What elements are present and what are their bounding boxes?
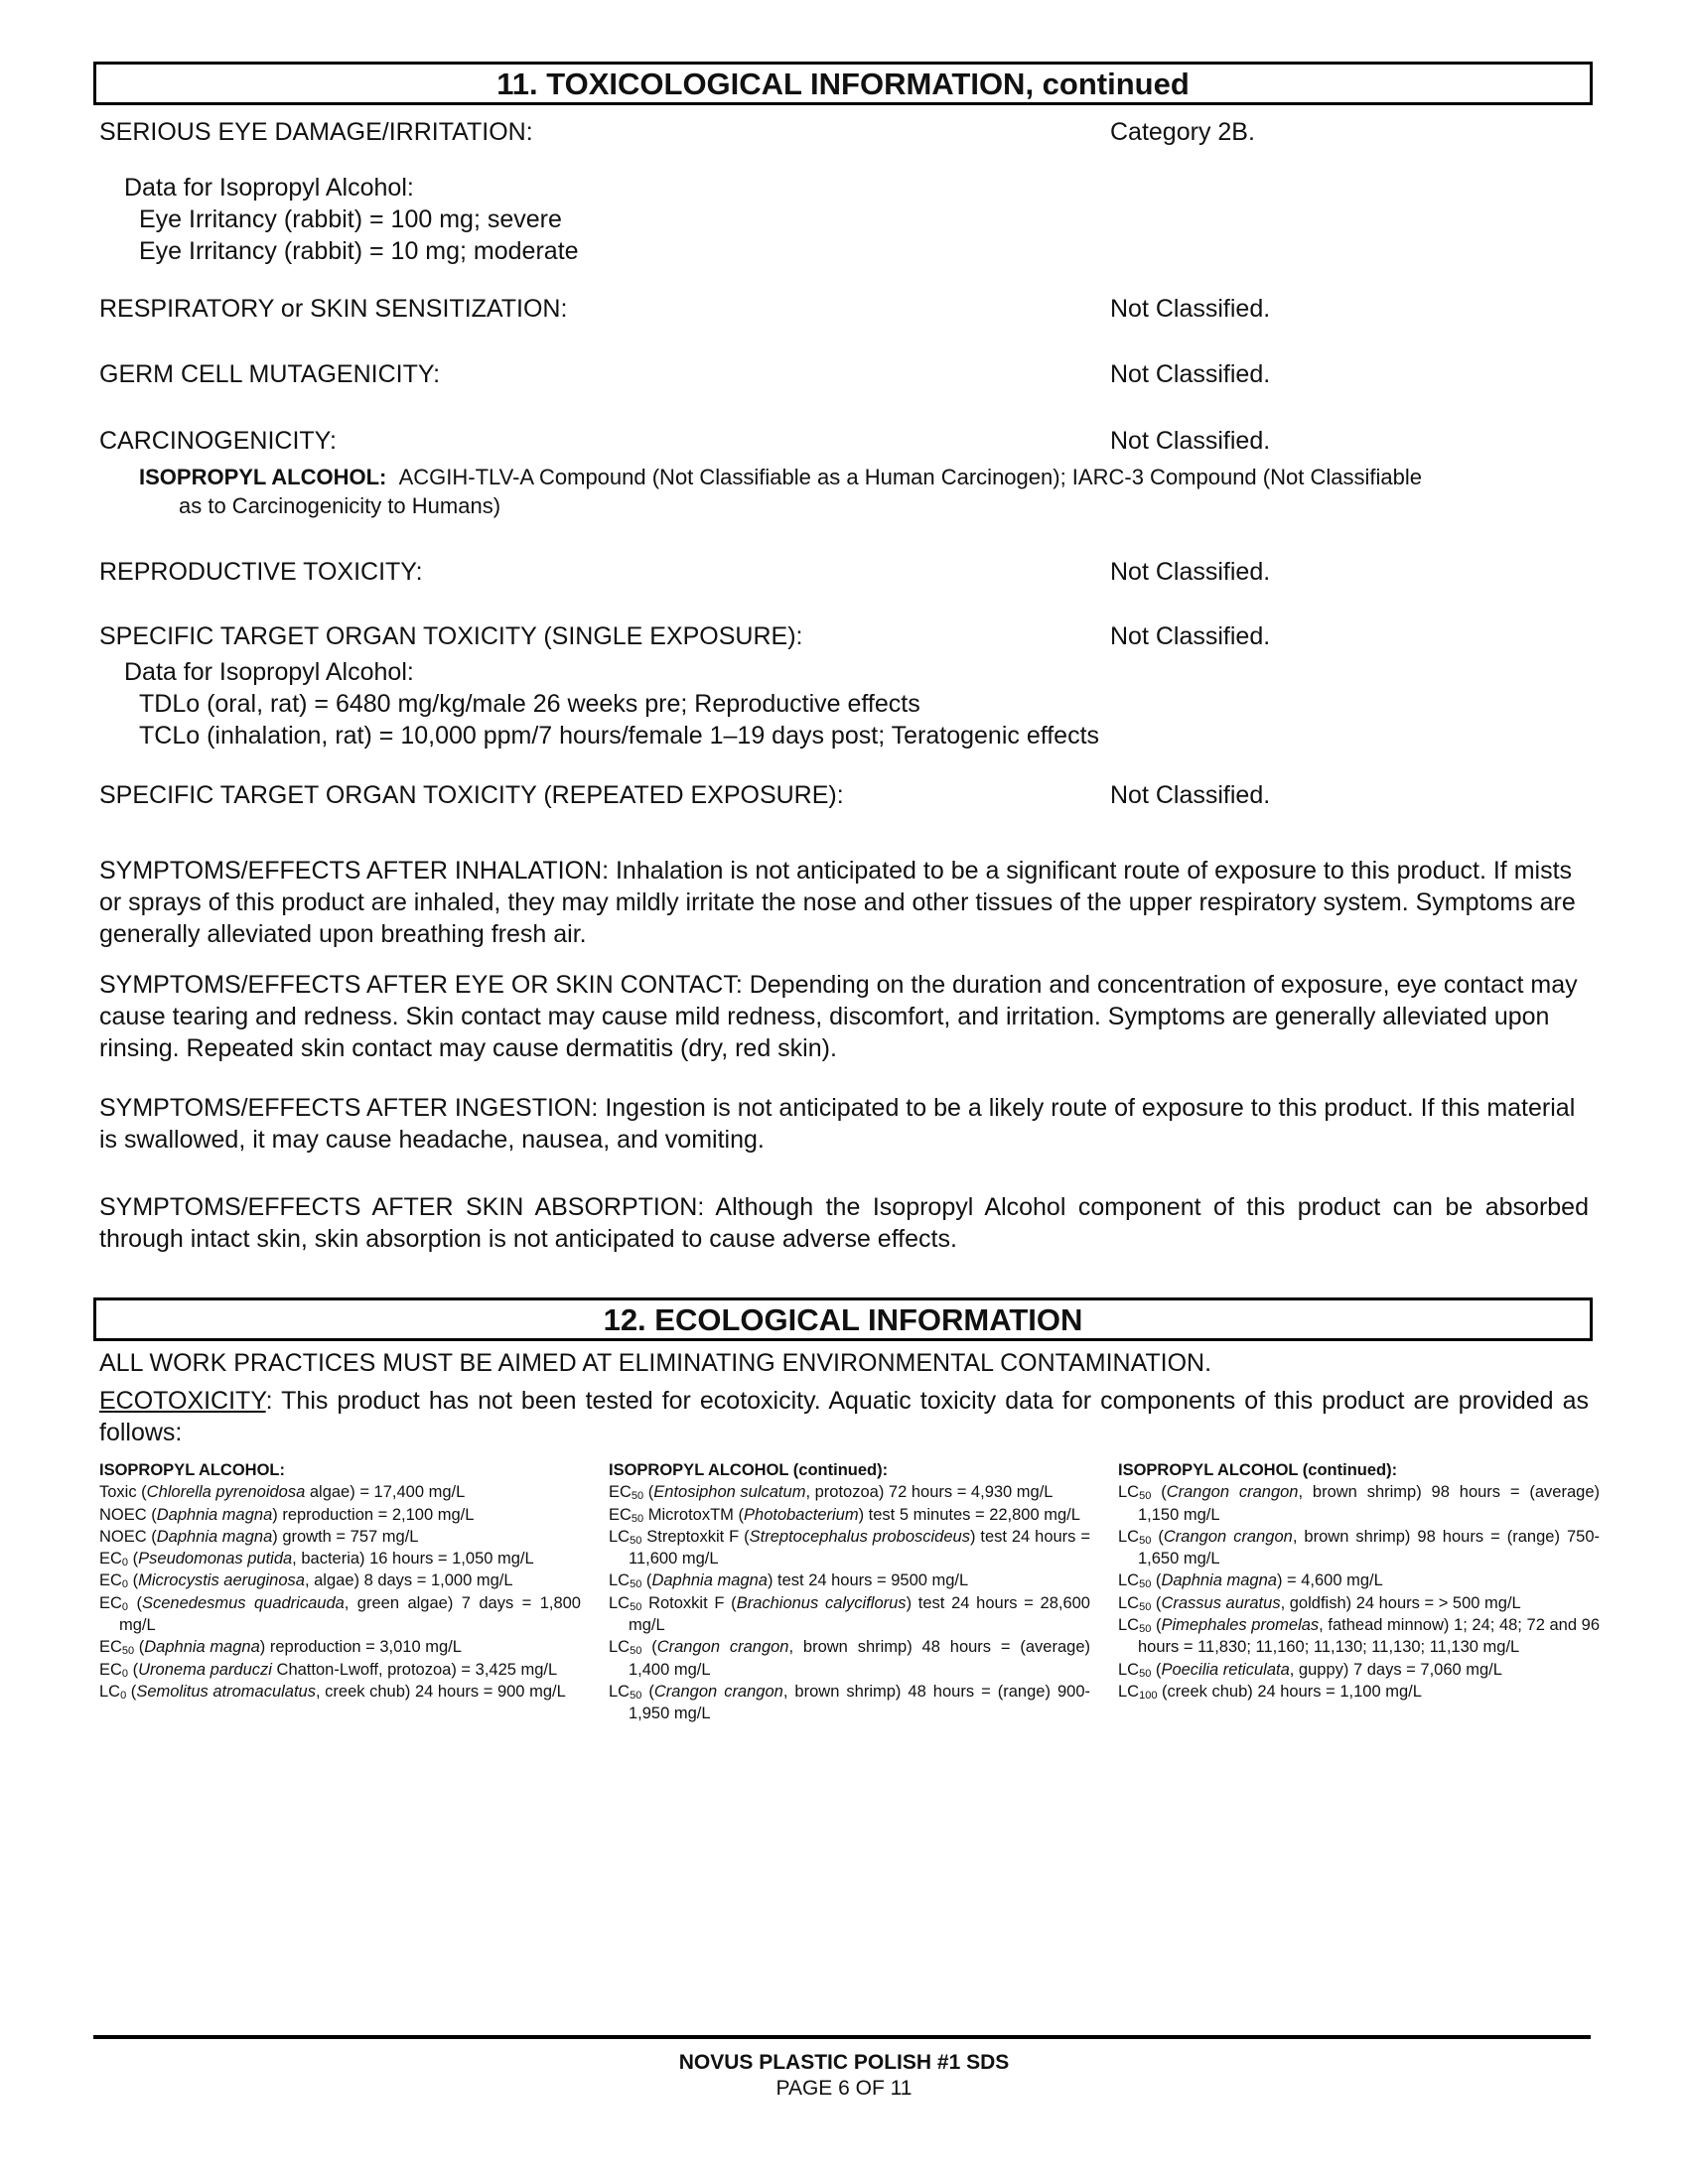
ecotox-entry: $EC_{50}$ MicrotoxTM (Photobacterium) test 5 minutes = 22,800 mg/L — [609, 1505, 1080, 1525]
ecotox-column — [99, 1459, 581, 1703]
ecotox-entry: $LC_{50}$ (Crangon crangon, brown shrimp) 98 hours = (range) 750-1,650 mg/L — [1118, 1527, 1600, 1569]
ecotox-entry: $LC_{50}$ (Daphnia magna) = 4,600 mg/L — [1118, 1571, 1383, 1591]
footer-divider — [93, 2035, 1591, 2039]
ecotox-entry: $LC_{50}$ (Crangon crangon, brown shrimp) 48 hours = (range) 900-1,950 mg/L — [609, 1682, 1090, 1723]
stot-repeated-value: Not Classified. — [1110, 781, 1271, 809]
ecotox-entry: $EC_0$ (Scenedesmus quadricauda, green algae) 7 days = 1,800 mg/L — [99, 1593, 581, 1635]
eye-data-line: Eye Irritancy (rabbit) = 10 mg; moderate — [139, 237, 579, 265]
carcinogenicity-label: CARCINOGENICITY: — [99, 427, 337, 455]
stot-data-heading: Data for Isopropyl Alcohol: — [124, 658, 414, 686]
resp-sensitization-label: RESPIRATORY or SKIN SENSITIZATION: — [99, 295, 568, 323]
work-practices-statement: ALL WORK PRACTICES MUST BE AIMED AT ELIMINATING ENVIRONMENTAL CONTAMINATION. — [99, 1349, 1212, 1377]
isopropyl-note-text: ACGIH-TLV-A Compound (Not Classifiable as a Human Carcinogen); IARC-3 Compound (Not Classifiable — [398, 465, 1422, 489]
symptoms-skin-absorption: SYMPTOMS/EFFECTS AFTER SKIN ABSORPTION: Although the Isopropyl Alcohol component of this product can be absorbed through intact skin, skin absorption is not anticipated to cause adverse effects. — [99, 1193, 1589, 1253]
eye-data-heading: Data for Isopropyl Alcohol: — [124, 174, 414, 202]
ecotox-entries — [609, 1481, 1090, 1724]
ecotox-entry: $LC_{50}$ (Daphnia magna) test 24 hours = 9500 mg/L — [609, 1571, 969, 1591]
ecotox-entry: $LC_{50}$ Rotoxkit F (Brachionus calyciflorus) test 24 hours = 28,600 mg/L — [609, 1593, 1090, 1635]
ecotoxicity-label: ECOTOXICITY — [99, 1387, 266, 1415]
reproductive-value: Not Classified. — [1110, 558, 1271, 586]
ecotox-entry: NOEC (Daphnia magna) reproduction = 2,100 mg/L — [99, 1505, 475, 1524]
ecotox-entry: $LC_{100}$ (creek chub) 24 hours = 1,100 mg/L — [1118, 1682, 1422, 1702]
reproductive-label: REPRODUCTIVE TOXICITY: — [99, 558, 423, 586]
section-11-header: 11. TOXICOLOGICAL INFORMATION, continued — [93, 62, 1593, 105]
section-12-header: 12. ECOLOGICAL INFORMATION — [93, 1297, 1593, 1341]
ecotox-entry: Toxic (Chlorella pyrenoidosa algae) = 17,400 mg/L — [99, 1483, 466, 1502]
ecotox-entry: $EC_{50}$ (Entosiphon sulcatum, protozoa) 72 hours = 4,930 mg/L — [609, 1483, 1054, 1503]
ecotox-entries — [99, 1481, 581, 1703]
ecotoxicity-text: : This product has not been tested for ecotoxicity. Aquatic toxicity data for components of this product are provided as follows: — [99, 1387, 1589, 1446]
ecotox-entry: $LC_0$ (Semolitus atromaculatus, creek chub) 24 hours = 900 mg/L — [99, 1682, 566, 1702]
footer-page-number: PAGE 6 OF 11 — [775, 2077, 913, 2100]
ecotox-entries — [1118, 1481, 1600, 1703]
symptoms-eye-skin: SYMPTOMS/EFFECTS AFTER EYE OR SKIN CONTACT: Depending on the duration and concentration of exposure, eye contact may cause tearing and redness. Skin contact may cause mild redness, discomfort, and irritation. Symptoms are generally alleviated upon rinsing. Repeated skin contact may cause dermatitis (dry, red skin). — [99, 971, 1578, 1062]
ecotox-column-heading: ISOPROPYL ALCOHOL (continued): — [1118, 1461, 1398, 1479]
stot-data-line: TCLo (inhalation, rat) = 10,000 ppm/7 hours/female 1–19 days post; Teratogenic effects — [139, 722, 1100, 750]
ecotox-column-heading: ISOPROPYL ALCOHOL: — [99, 1461, 286, 1479]
ecotox-column — [609, 1459, 1090, 1725]
ecotox-entry: $LC_{50}$ (Crangon crangon, brown shrimp) 48 hours = (average) 1,400 mg/L — [609, 1638, 1090, 1679]
eye-damage-label: SERIOUS EYE DAMAGE/IRRITATION: — [99, 118, 533, 146]
ecotox-entry: $EC_0$ (Microcystis aeruginosa, algae) 8 days = 1,000 mg/L — [99, 1571, 513, 1591]
ecotox-entry: $EC_0$ (Uronema parduczi Chatton-Lwoff, protozoa) = 3,425 mg/L — [99, 1660, 558, 1680]
carcinogenicity-isopropyl-note — [139, 463, 1589, 520]
ecotox-entry: $LC_{50}$ (Crassus auratus, goldfish) 24 hours = > 500 mg/L — [1118, 1593, 1521, 1613]
carcinogenicity-value: Not Classified. — [1110, 427, 1271, 455]
ecotox-entry: NOEC (Daphnia magna) growth = 757 mg/L — [99, 1527, 419, 1546]
ecotox-entry: $LC_{50}$ (Poecilia reticulata, guppy) 7 days = 7,060 mg/L — [1118, 1660, 1502, 1680]
ecotoxicity-statement — [99, 1385, 1589, 1448]
symptoms-inhalation: SYMPTOMS/EFFECTS AFTER INHALATION: Inhalation is not anticipated to be a significant route of exposure to this product. If mists or sprays of this product are inhaled, they may mildly irritate the nose and other tissues of the upper respiratory system. Symptoms are generally alleviated upon breathing fresh air. — [99, 857, 1576, 948]
eye-data-line: Eye Irritancy (rabbit) = 100 mg; severe — [139, 205, 562, 233]
footer-doc-title: NOVUS PLASTIC POLISH #1 SDS — [678, 2051, 1010, 2074]
isopropyl-note-text-cont: as to Carcinogenicity to Humans) — [179, 493, 501, 518]
ecotox-entry: $EC_{50}$ (Daphnia magna) reproduction = 3,010 mg/L — [99, 1638, 462, 1658]
resp-sensitization-value: Not Classified. — [1110, 295, 1271, 323]
stot-single-value: Not Classified. — [1110, 622, 1271, 650]
ecotox-entry: $LC_{50}$ Streptoxkit F (Streptocephalus proboscideus) test 24 hours = 11,600 mg/L — [609, 1527, 1090, 1569]
ecotox-entry: $EC_0$ (Pseudomonas putida, bacteria) 16 hours = 1,050 mg/L — [99, 1550, 534, 1570]
eye-damage-value: Category 2B. — [1110, 118, 1255, 146]
ecotox-entry: $LC_{50}$ (Crangon crangon, brown shrimp) 98 hours = (average) 1,150 mg/L — [1118, 1483, 1600, 1524]
ecotox-column-heading: ISOPROPYL ALCOHOL (continued): — [609, 1461, 889, 1479]
germ-cell-label: GERM CELL MUTAGENICITY: — [99, 360, 441, 388]
stot-repeated-label: SPECIFIC TARGET ORGAN TOXICITY (REPEATED EXPOSURE): — [99, 781, 844, 809]
germ-cell-value: Not Classified. — [1110, 360, 1271, 388]
isopropyl-label: ISOPROPYL ALCOHOL: — [139, 465, 387, 489]
ecotox-column — [1118, 1459, 1600, 1703]
ecotox-entry: $LC_{50}$ (Pimephales promelas, fathead minnow) 1; 24; 48; 72 and 96 hours = 11,830; 11,160; 11,130; 11,130; 11,130 mg/L — [1118, 1616, 1600, 1657]
stot-data-line: TDLo (oral, rat) = 6480 mg/kg/male 26 weeks pre; Reproductive effects — [139, 690, 920, 718]
symptoms-ingestion: SYMPTOMS/EFFECTS AFTER INGESTION: Ingestion is not anticipated to be a likely route of exposure to this product. If this material is swallowed, it may cause headache, nausea, and vomiting. — [99, 1094, 1576, 1154]
stot-single-label: SPECIFIC TARGET ORGAN TOXICITY (SINGLE EXPOSURE): — [99, 622, 803, 650]
